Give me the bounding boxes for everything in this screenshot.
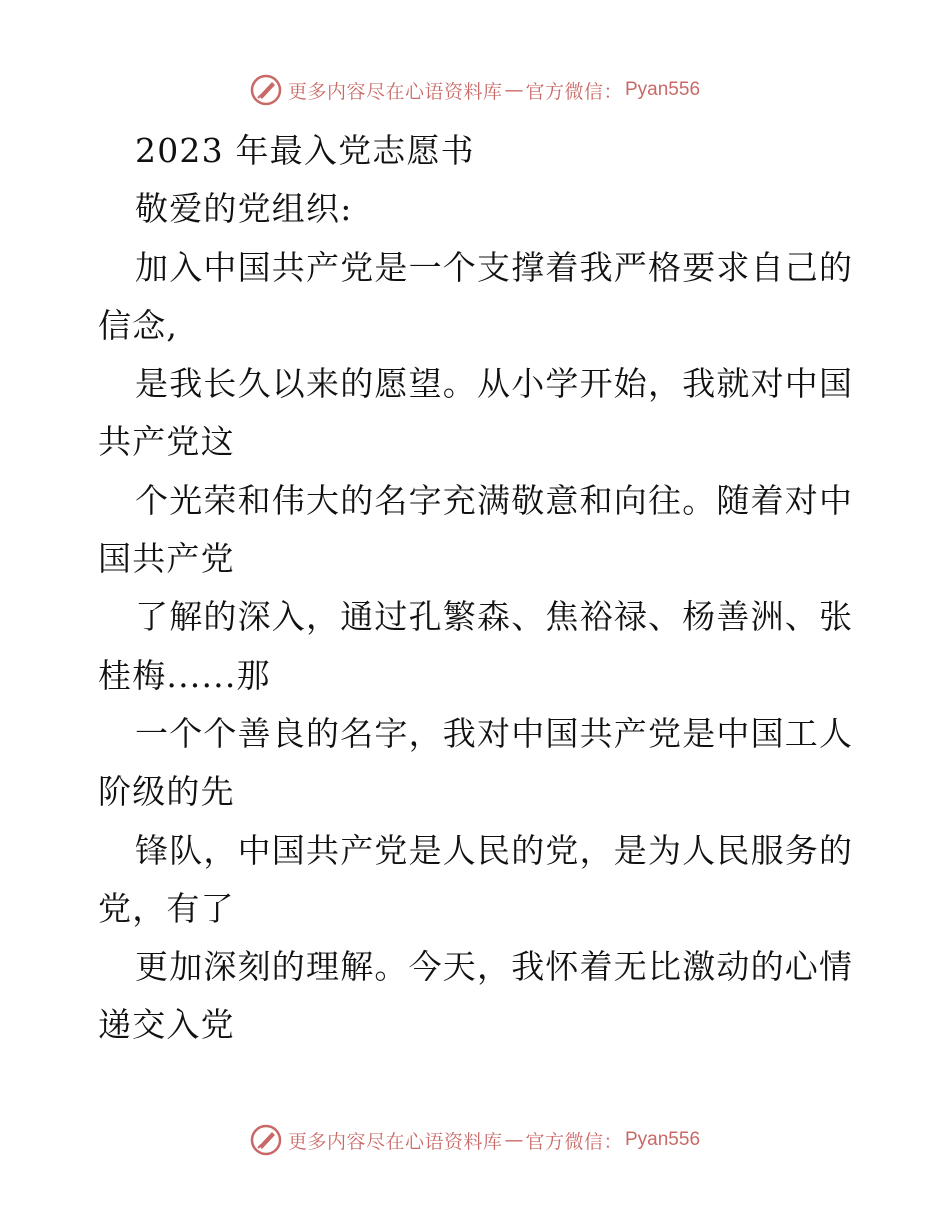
body-line: 个光荣和伟大的名字充满敬意和向往。随着对中 — [135, 480, 854, 520]
watermark-wechat-id: Pyan556 — [625, 79, 701, 100]
body-line: 更加深刻的理解。今天，我怀着无比激动的心情 — [135, 947, 854, 987]
watermark-text: 更多内容尽在心语资料库 — [287, 80, 503, 103]
document-body — [98, 122, 858, 1055]
brand-logo-icon — [250, 1124, 282, 1156]
body-line: 阶级的先 — [98, 772, 235, 812]
body-line: 信念, — [98, 305, 179, 345]
body-line: 党，有了 — [98, 888, 235, 928]
body-line: 了解的深入，通过孔繁森、焦裕禄、杨善洲、张 — [135, 597, 854, 637]
body-line: 桂梅......那 — [98, 655, 271, 695]
brand-logo-icon — [250, 74, 282, 106]
body-line: 是我长久以来的愿望。从小学开始，我就对中国 — [135, 364, 854, 404]
watermark-wechat-label: 官方微信： — [525, 80, 623, 103]
body-line: 国共产党 — [98, 539, 235, 579]
watermark-wechat-label: 官方微信： — [525, 1130, 623, 1153]
body-line: 递交入党 — [98, 1005, 235, 1045]
watermark-separator: — — [504, 79, 524, 101]
watermark-text: 更多内容尽在心语资料库 — [287, 1130, 503, 1153]
watermark-wechat-id: Pyan556 — [625, 1129, 701, 1150]
body-line: 共产党这 — [98, 422, 235, 462]
body-line: 加入中国共产党是一个支撑着我严格要求自己的 — [135, 247, 854, 287]
body-line: 一个个善良的名字，我对中国共产党是中国工人 — [135, 713, 854, 753]
header-watermark — [0, 70, 950, 110]
body-line: 锋队，中国共产党是人民的党，是为人民服务的 — [135, 830, 854, 870]
salutation: 敬爱的党组织: — [135, 189, 353, 229]
watermark-separator: — — [504, 1129, 524, 1151]
footer-watermark — [0, 1120, 950, 1160]
document-title: 2023 年最入党志愿书 — [135, 131, 475, 170]
